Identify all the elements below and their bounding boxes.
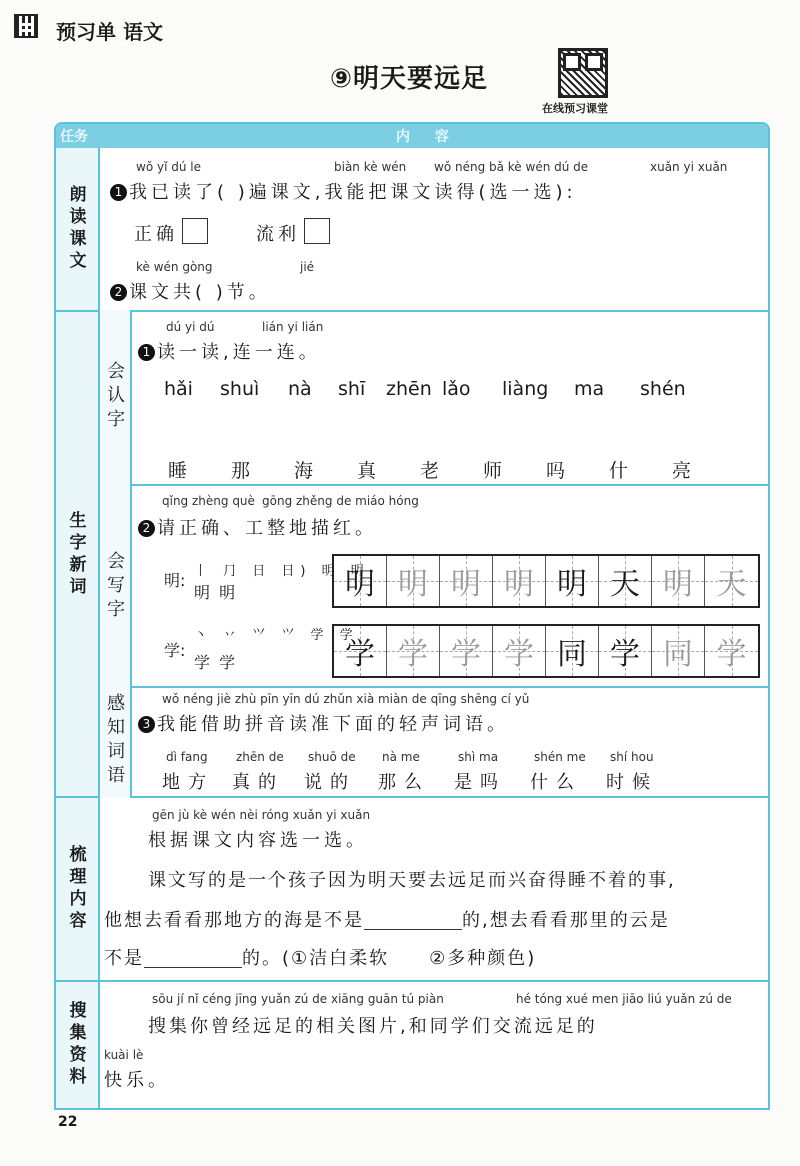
word-pinyin-4: shì ma [458,750,499,764]
hanzi-0[interactable]: 睡 [168,460,188,482]
pinyin: hé tóng xué men jiāo liú yuǎn zú de [516,992,732,1006]
grid-cell[interactable] [705,556,758,606]
pinyin-8[interactable]: shén [640,378,686,400]
lesson-title: ⑨明天要远足 [330,64,489,94]
word-6: 时候 [606,772,658,793]
pinyin: sōu jí nǐ céng jīng yuǎn zú de xiāng guān tú piàn [152,992,444,1006]
grid-cell[interactable] [387,556,440,606]
divider [132,686,768,688]
grid-char: 明 [663,567,693,602]
label-perceive: 感 知 词 语 [107,693,125,786]
pinyin: biàn kè wén [334,160,407,174]
answer-blank-1[interactable] [364,910,462,930]
grid-cell[interactable] [493,626,546,676]
hanzi-8[interactable]: 亮 [672,460,692,482]
header-task: 任务 [60,129,88,145]
sort-line-2: 他想去看看那地方的海是不是 的,想去看看那里的云是 [104,910,670,931]
page-number: 22 [58,1114,78,1130]
word-5: 什么 [530,772,582,793]
pinyin: kuài lè [104,1048,144,1062]
pinyin: lián yi lián [262,320,324,334]
pinyin: kè wén gòng [136,260,213,274]
word-4: 是吗 [454,772,506,793]
grid-char: 明 [345,567,375,602]
grid-cell[interactable] [440,626,493,676]
pinyin-0[interactable]: hǎi [164,378,193,400]
qr-code[interactable] [558,48,608,98]
grid-cell[interactable] [334,556,387,606]
task-column [56,148,100,1108]
grid-cell[interactable] [334,626,387,676]
grid-char: 学 [345,637,375,672]
hanzi-5[interactable]: 师 [483,460,503,482]
hanzi-6[interactable]: 吗 [546,460,566,482]
pinyin-2[interactable]: nà [288,378,312,400]
qr-caption: 在线预习课堂 [542,102,608,115]
grid-char: 学 [716,637,747,672]
word-1: 真的 [232,772,284,793]
stroke-order-xue: 丶 丷 ⺍ ⺍ 学 学 [194,628,359,643]
pinyin: xuǎn yi xuǎn [650,160,728,174]
grid-char: 明 [504,567,534,602]
question-perceive: 3 我能借助拼音读准下面的轻声词语。 [138,710,509,736]
char-label-xue: 学: [164,641,186,660]
grid-char: 天 [716,567,747,602]
pinyin-5[interactable]: lǎo [442,378,471,400]
grid-char: 同 [557,637,587,672]
grid-char: 明 [451,567,481,602]
worksheet-table [54,122,770,1110]
pinyin: wǒ néng bǎ kè wén dú de [434,160,589,174]
word-2: 说的 [304,772,356,793]
pinyin-4[interactable]: zhēn [386,378,432,400]
pinyin-3[interactable]: shī [338,378,366,400]
qr-code-small [14,14,38,38]
grid-char: 学 [398,637,428,672]
hanzi-3[interactable]: 真 [357,460,377,482]
grid-cell[interactable] [493,556,546,606]
pinyin: gōng zhěng de miáo hóng [262,494,419,508]
hanzi-1[interactable]: 那 [231,460,251,482]
grid-cell[interactable] [440,556,493,606]
tracing-grid-xue [332,624,760,678]
collect-line-2: 快乐。 [104,1070,170,1091]
grid-char: 学 [610,637,640,672]
hanzi-2[interactable]: 海 [294,460,314,482]
pinyin: wǒ yǐ dú le [136,160,201,174]
pinyin: qǐng zhèng què [162,494,255,508]
checkbox-fluent[interactable] [304,218,330,244]
divider [132,484,768,486]
grid-char: 明 [398,567,428,602]
word-pinyin-2: shuō de [308,750,356,764]
question-1: 1 我已读了( )遍课文,我能把课文读得(选一选): [110,178,577,204]
divider [56,310,768,312]
label-recognize: 会 认 字 [107,361,125,430]
word-pinyin-6: shí hou [610,750,654,764]
grid-cell[interactable] [705,626,758,676]
grid-char: 明 [557,567,587,602]
sort-line-1: 课文写的是一个孩子因为明天要去远足而兴奋得睡不着的事, [148,870,676,891]
label-collect: 搜 集 资 料 [69,1001,87,1087]
grid-cell[interactable] [652,556,705,606]
grid-cell[interactable] [546,556,599,606]
word-0: 地方 [162,772,214,793]
label-write: 会 写 字 [107,551,125,620]
grid-char: 天 [610,567,640,602]
pinyin-1[interactable]: shuì [220,378,260,400]
question-2: 2 课文共( )节。 [110,278,271,304]
pinyin: gēn jù kè wén nèi róng xuǎn yi xuǎn [152,808,371,822]
grid-char: 学 [451,637,481,672]
sort-line-3: 不是 的。(①洁白柔软 ②多种颜色) [104,948,537,969]
grid-cell[interactable] [599,556,652,606]
example-ming: 明 明 [194,583,238,602]
word-pinyin-0: dì fang [166,750,208,764]
word-pinyin-5: shén me [534,750,586,764]
pinyin: dú yi dú [166,320,215,334]
grid-cell[interactable] [599,626,652,676]
collect-line-1: 搜集你曾经远足的相关图片,和同学们交流远足的 [148,1016,598,1037]
grid-char: 同 [663,637,693,672]
hanzi-4[interactable]: 老 [420,460,440,482]
divider [56,796,768,798]
checkbox-correct[interactable] [182,218,208,244]
pinyin-6[interactable]: liàng [502,378,549,400]
label-new-words: 生 字 新 词 [69,511,87,597]
char-label-ming: 明: [164,571,186,590]
option-fluent: 流利 [256,224,300,245]
grid-cell[interactable] [546,626,599,676]
pinyin: jié [300,260,315,274]
table-header [56,124,768,148]
word-pinyin-3: nà me [382,750,420,764]
header-title: 预习单 语文 [56,20,163,44]
option-correct: 正确 [134,224,178,245]
grid-cell[interactable] [387,626,440,676]
divider [56,980,768,982]
word-3: 那么 [378,772,430,793]
header-content: 内 容 [396,129,459,145]
label-reading: 朗 读 课 文 [69,185,87,271]
example-xue: 学 学 [194,653,238,672]
word-pinyin-1: zhēn de [236,750,284,764]
question-write: 2 请正确、工整地描红。 [138,514,377,540]
grid-cell[interactable] [652,626,705,676]
pinyin-7[interactable]: ma [574,378,605,400]
pinyin: wǒ néng jiè zhù pīn yīn dú zhǔn xià miàn de qīng shēng cí yǔ [162,692,530,706]
hanzi-7[interactable]: 什 [609,460,629,482]
answer-blank-2[interactable] [144,948,242,968]
question-sort: 根据课文内容选一选。 [148,830,368,851]
grid-char: 学 [504,637,534,672]
stroke-order-ming: 丨 ⺆ 日 日) 明 明 [194,564,370,579]
tracing-grid-ming [332,554,760,608]
label-sort: 梳 理 内 容 [69,845,87,931]
question-recognize: 1 读一读,连一连。 [138,338,321,364]
